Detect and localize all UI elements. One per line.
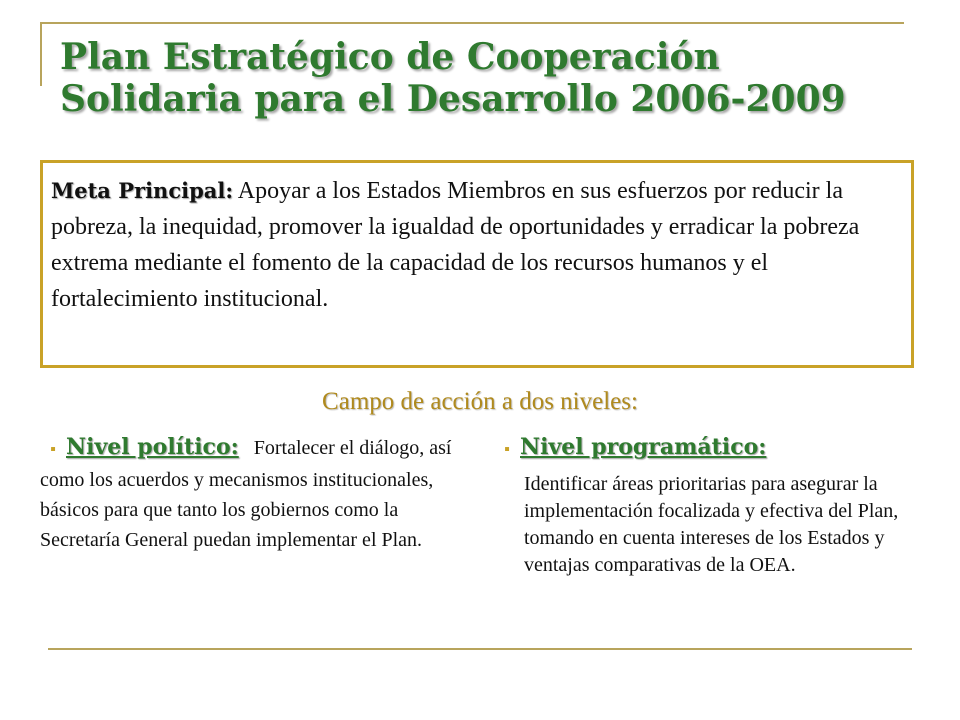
level-political-label: Nivel político: <box>66 434 239 460</box>
level-programmatic-label: Nivel programático: <box>520 434 767 460</box>
level-programmatic <box>494 432 934 579</box>
level-political-text: Fortalecer el diálogo, así como los acuerdos y mecanismos institucionales, básicos para que tanto los gobiernos como la Secretaría General puedan implementar el Plan. <box>40 437 452 551</box>
title-line-1: Plan Estratégico de Cooperación <box>60 36 720 78</box>
level-political <box>40 432 460 555</box>
goal-text: Apoyar a los Estados Miembros en sus esfuerzos por reducir la pobreza, la inequidad, promover la igualdad de oportunidades y erradicar la pobreza extrema mediante el fomento de la capacidad de los recursos humanos y el fortalecimiento institucional. <box>51 178 860 312</box>
goal-label: Meta Principal: <box>51 178 234 203</box>
title-line-2: Solidaria para el Desarrollo 2006-2009 <box>60 78 846 120</box>
square-bullet-icon: ▪ <box>504 441 510 458</box>
left-rule <box>40 22 42 86</box>
bottom-rule <box>48 648 912 650</box>
slide-title <box>60 36 920 120</box>
top-rule <box>40 22 904 24</box>
goal-box <box>40 160 914 368</box>
square-bullet-icon: ▪ <box>50 441 56 458</box>
level-programmatic-text: Identificar áreas prioritarias para asegurar la implementación focalizada y efectiva del Plan, tomando en cuenta intereses de los Estados y ventajas comparativas de la OEA. <box>524 473 899 576</box>
scope-heading: Campo de acción a dos niveles: <box>322 388 638 415</box>
